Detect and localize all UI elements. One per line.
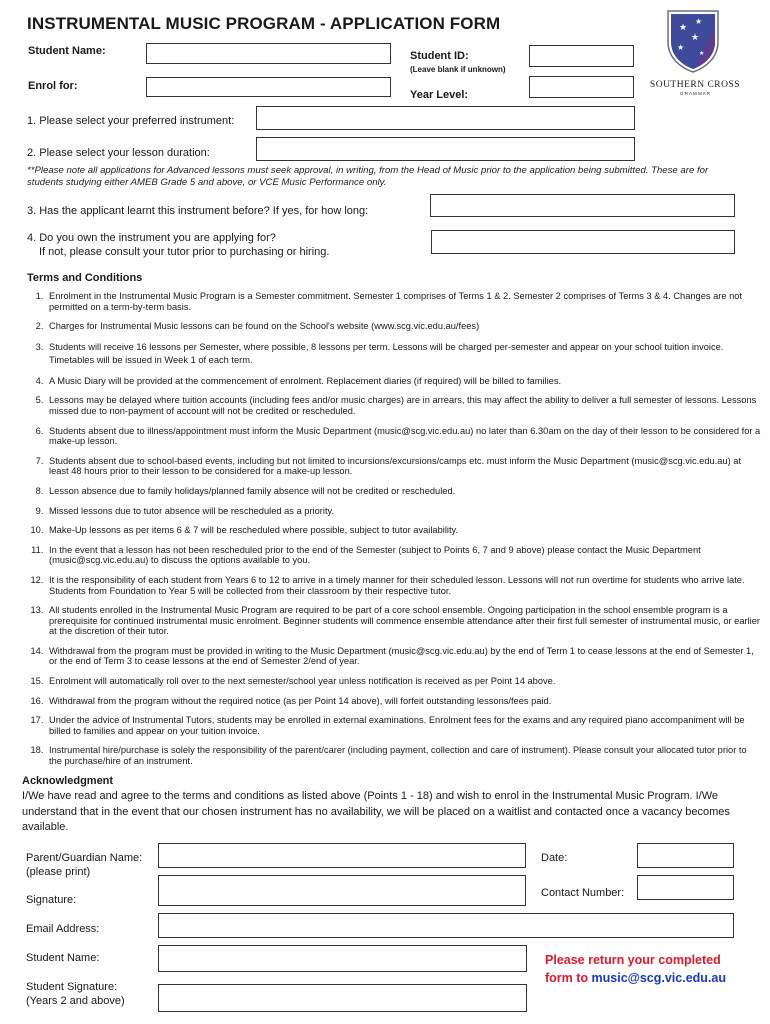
term-item: 8. Lesson absence due to family holidays/planned family absence will not be credited or rescheduled. [46, 486, 762, 497]
student-name-label: Student Name: [28, 45, 106, 57]
own-instrument-input[interactable] [431, 230, 735, 254]
return-note-line1: Please return your completed [545, 953, 721, 967]
return-note-prefix: form to [545, 971, 592, 985]
parent-name-sublabel: (please print) [26, 866, 91, 878]
question-own-instrument-note: If not, please consult your tutor prior to purchasing or hiring. [39, 246, 330, 258]
student-name-bottom-input[interactable] [158, 945, 527, 972]
question-learnt-before: 3. Has the applicant learnt this instrument before? If yes, for how long: [27, 205, 369, 217]
term-item: 7. Students absent due to school-based events, including but not limited to incursions/excursions/camps etc. must inform the Music Department (music@scg.vic.edu.au) at least 48 hours prior to their lesson to be considered for a make-up lesson. [46, 456, 762, 477]
question-instrument: 1. Please select your preferred instrument: [27, 115, 235, 127]
student-id-note: (Leave blank if unknown) [410, 65, 506, 74]
svg-text:★: ★ [699, 51, 705, 57]
term-item: 15. Enrolment will automatically roll over to the next semester/school year unless notification is received as per Point 14 above. [46, 676, 762, 687]
duration-input[interactable] [256, 137, 635, 161]
term-item: 5. Lessons may be delayed where tuition accounts (including fees and/or music charges) are in arrears, this may affect the ability to deliver a full semester of lessons. Lessons missed due to non-payment of account will not be credited or rescheduled. [46, 395, 762, 416]
return-email-link[interactable]: music@scg.vic.edu.au [591, 971, 726, 985]
term-item: 13. All students enrolled in the Instrumental Music Program are required to be part of a core school ensemble. Ongoing participation in the school ensemble program is a prerequisite for continued instrumental music enrolment. Beginner students will commence ensemble attendance after their first full semester of instrumental music, or earlier at the discretion of their tutor. [46, 605, 762, 637]
student-signature-input[interactable] [158, 984, 527, 1012]
signature-label: Signature: [26, 894, 77, 906]
term-item: 10. Make-Up lessons as per items 6 & 7 will be rescheduled where possible, subject to tutor availability. [46, 525, 762, 536]
term-item: 17. Under the advice of Instrumental Tutors, students may be enrolled in external examinations. Enrolment fees for the exams and any required piano accompaniment will be billed to families and appear on your tuition invoice. [46, 715, 762, 736]
logo-name: SOUTHERN CROSS [649, 80, 741, 90]
svg-text:★: ★ [691, 32, 700, 42]
term-item: 18. Instrumental hire/purchase is solely the responsibility of the parent/carer (including payment, collection and care of instrument). Please consult your allocated tutor prior to the purchase/hire of an instrument. [46, 745, 762, 766]
student-name-bottom-label: Student Name: [26, 952, 100, 964]
year-level-label: Year Level: [410, 89, 469, 101]
parent-name-label: Parent/Guardian Name: [26, 852, 143, 864]
contact-number-input[interactable] [637, 875, 734, 900]
term-item: 2. Charges for Instrumental Music lessons can be found on the School's website (www.scg.vic.edu.au/fees) [46, 321, 762, 332]
enrol-for-label: Enrol for: [28, 80, 78, 92]
student-signature-label: Student Signature: [26, 981, 118, 993]
instrument-input[interactable] [256, 106, 635, 130]
school-logo [645, 8, 745, 98]
contact-number-label: Contact Number: [541, 887, 625, 899]
parent-name-input[interactable] [158, 843, 526, 868]
svg-text:★: ★ [677, 43, 685, 52]
student-id-label: Student ID: [410, 50, 469, 62]
svg-text:★: ★ [695, 17, 703, 26]
enrol-for-input[interactable] [146, 77, 391, 97]
question-own-instrument: 4. Do you own the instrument you are applying for? [27, 232, 276, 244]
email-address-input[interactable] [158, 913, 734, 938]
date-label: Date: [541, 852, 568, 864]
signature-input[interactable] [158, 875, 526, 906]
term-item: 11. In the event that a lesson has not been rescheduled prior to the end of the Semester (subject to Points 6, 7 and 9 above) please contact the Music Department (music@scg.vic.edu.au) to discuss the options available to you. [46, 545, 762, 566]
term-item: 12. It is the responsibility of each student from Years 6 to 12 to arrive in a timely manner for their scheduled lesson. Lessons will not run overtime for students who arrive late. Students from Foundation to Year 5 will be collected from their classroom by their respective tutor. [46, 575, 762, 596]
student-id-input[interactable] [529, 45, 634, 67]
acknowledgment-text: I/We have read and agree to the terms and conditions as listed above (Points 1 - 18) and wish to enrol in the Instrumental Music Program. I/We understand that in the event that our chosen instrument has no availability, we will be placed on a waitlist and contacted once a vacancy becomes available. [22, 790, 730, 833]
acknowledgment-heading: Acknowledgment [22, 775, 114, 787]
term-item: 4. A Music Diary will be provided at the commencement of enrolment. Replacement diaries (if required) will be billed to families. [46, 376, 762, 387]
question-duration: 2. Please select your lesson duration: [27, 147, 210, 159]
term-item: 9. Missed lessons due to tutor absence will be rescheduled as a priority. [46, 506, 762, 517]
year-level-input[interactable] [529, 76, 634, 98]
svg-text:★: ★ [679, 22, 688, 32]
student-signature-sublabel: (Years 2 and above) [26, 995, 125, 1007]
term-item: 16. Withdrawal from the program without the required notice (as per Point 14 above), will forfeit outstanding lessons/fees paid. [46, 696, 762, 707]
term-item: 6. Students absent due to illness/appointment must inform the Music Department (music@scg.vic.edu.au) no later than 6.30am on the day of their lesson to be considered for a make-up lesson. [46, 426, 762, 447]
term-item: 14. Withdrawal from the program must be provided in writing to the Music Department (music@scg.vic.edu.au) by the end of Term 1 to cease lessons at the end of Semester 1, or the end of Term 3 to cease lessons at the end of Semester 2/end of year. [46, 646, 762, 667]
advanced-lessons-note: **Please note all applications for Advanced lessons must seek approval, in writing, from the Head of Music prior to the application being submitted. These are for students studying either AMEB Grade 5 and above, or VCE Music Performance only. [27, 165, 709, 188]
student-name-input[interactable] [146, 43, 391, 64]
terms-heading: Terms and Conditions [27, 272, 143, 284]
date-input[interactable] [637, 843, 734, 868]
term-item: 1. Enrolment in the Instrumental Music Program is a Semester commitment. Semester 1 comprises of Terms 1 & 2. Semester 2 comprises of Terms 3 & 4. Changes are not permitted on a term-by-term basis. [46, 291, 762, 312]
learnt-before-input[interactable] [430, 194, 735, 217]
email-address-label: Email Address: [26, 923, 100, 935]
term-item: 3. Students will receive 16 lessons per Semester, where possible, 8 lessons per term. Lessons will be charged per-semester and appear on your school tuition invoice. Timetables will be issued in Week 1 of each term. [46, 341, 762, 367]
page-title: INSTRUMENTAL MUSIC PROGRAM - APPLICATION FORM [27, 14, 501, 33]
shield-icon [665, 8, 721, 74]
logo-subtitle: G R A M M A R [679, 91, 710, 96]
terms-list [22, 291, 762, 767]
return-note-line2 [545, 969, 726, 987]
return-note [545, 951, 726, 987]
